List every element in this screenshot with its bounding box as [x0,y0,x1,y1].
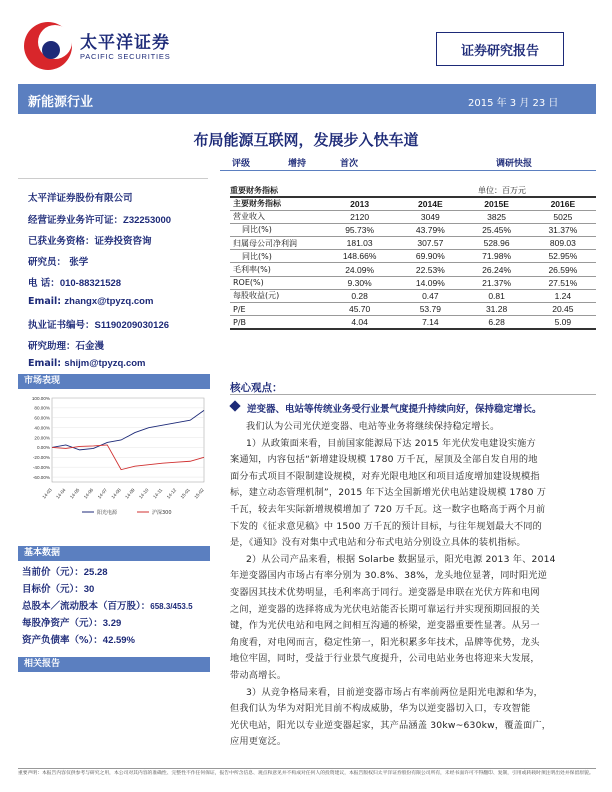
body-text-line: 下发的《征求意见稿》中 1500 万千瓦的预计目标，与往年规划最大不同的 [230,520,543,532]
email-line[interactable]: Email: zhangx@tpyzq.com [28,296,154,307]
table-cell: 3825 [463,210,529,223]
table-cell: 71.98% [463,250,529,263]
body-text-line: 之间，逆变器的选择将成为光伏电站能否长期可靠运行并实现预期回报的关 [230,603,540,615]
table-cell: 31.28 [463,303,529,316]
title-divider [220,170,596,171]
core-view-heading: 核心观点： [230,382,283,394]
table-cell: 5025 [530,210,596,223]
report-type-badge: 证券研究报告 [436,32,564,66]
table-header-cell: 主要财务指标 [230,197,322,210]
fin-table-title: 重要财务指标 [230,186,278,195]
body-text-line: 是，《通知》没有对集中式电站和分布式电站分别设立具体的装机指标。 [230,537,526,549]
table-row-label: P/B [230,316,322,329]
x-tick-label: 14-06 [82,487,95,500]
body-text-line: 键，作为光伏电站和电网之间相互沟通的桥梁，逆变器重要性显著。从另一 [230,620,540,632]
table-row [230,263,596,276]
table-row-label: 同比(%) [230,250,322,263]
x-tick-label: 14-08 [110,487,122,500]
x-tick-label: 14-05 [69,487,81,500]
table-row [230,289,596,302]
basic-data-label: 当前价（元）： [22,567,84,578]
y-tick-label: 0.00% [36,445,50,451]
x-tick-label: 14-09 [124,487,136,500]
table-cell: 2120 [322,210,397,223]
table-row [230,210,596,223]
body-text-line: 千瓦，较去年实际新增规模增加了 720 万千瓦。这一数字也略高于两个月前 [230,504,546,515]
body-text-line: 标，建立动态管理机制”，2015 年下达全国新增光伏电站建设规模 1780 万 [230,487,547,499]
left-divider [18,178,208,179]
basic-data-label: 目标价（元）： [22,584,84,595]
table-cell: 43.79% [397,223,463,236]
logo-text-cn: 太平洋证券 [80,33,170,53]
table-row [230,250,596,263]
table-cell: 24.09% [322,263,397,276]
table-row [230,316,596,329]
x-tick-label: 14-04 [55,487,67,500]
y-tick-label: 60.00% [34,415,50,421]
table-cell: 9.30% [322,276,397,289]
table-cell: 31.37% [530,223,596,236]
body-text-line: 年逆变器国内市场占有率分别为 30.8%、38%，龙头地位显著，同时阳光逆 [230,570,548,582]
y-tick-label: -20.00% [32,455,50,461]
x-tick-label: 15-01 [179,487,191,500]
report-kind: 调研快报 [496,159,533,169]
body-text-line: 3）从竞争格局来看，目前逆变器市场占有率前两位是阳光电源和华为， [246,686,544,698]
body-text-line: 面分布式项目不限制建设规模，对弃光限电地区和项目适度增加建设规模指 [230,470,540,482]
plot-frame [52,398,204,482]
table-header-cell: 2013 [322,197,397,210]
phone-line: 电 话：010-88321528 [28,278,122,289]
table-cell: 181.03 [322,237,397,250]
section-market: 市场表现 [18,374,210,389]
y-tick-label: -60.00% [32,474,50,480]
table-row [230,276,596,289]
table-cell: 52.95% [530,250,596,263]
table-cell: 69.90% [397,250,463,263]
body-text-line: 我们认为公司光伏逆变器、电站等业务将继续保持稳定增长。 [246,421,500,432]
x-tick-label: 14-12 [165,487,178,500]
table-cell: 26.59% [530,263,596,276]
table-header-cell: 2014E [397,197,463,210]
table-cell: 148.66% [322,250,397,263]
legend-label: 阳光电源 [97,510,118,516]
assistant-line: 研究助理：石金漫 [28,341,105,352]
table-cell: 307.57 [397,237,463,250]
body-text-line: 地位牢固，同时，受益于行业景气度提升，公司电站业务也将迎来大发展， [230,653,540,665]
body-text-line: 但我们认为华为对阳光目前不构成威胁，华为以逆变器切入口，专攻智能 [230,703,531,715]
table-header-cell: 2015E [463,197,529,210]
table-cell: 26.24% [463,263,529,276]
basic-data-row [22,632,135,646]
researcher-line: 研究员： 张学 [28,257,89,268]
table-cell: 5.09 [530,316,596,329]
table-cell: 53.79 [397,303,463,316]
table-cell: 14.09% [397,276,463,289]
company-name: 太平洋证券股份有限公司 [28,193,133,204]
table-cell: 3049 [397,210,463,223]
y-tick-label: 100.00% [31,395,50,401]
table-cell: 22.53% [397,263,463,276]
basic-data-label: 资产负债率（%）： [22,635,103,646]
table-cell: 0.81 [463,289,529,302]
table-row-label: 每股收益(元) [230,289,322,302]
x-tick-label: 14-10 [138,487,150,500]
disclaimer: 重要声明：本报告内容仅供参考与研究之用，本公司对其内容的准确性、完整性不作任何保证，报告中所含信息、观点和意见并不构成对任何人的投资建议，本报告版权归太平洋证券股份有限公司所有，未经书面许可不得翻印、复制，引用或转载时须注明出处并保留原貌。 [18,771,594,776]
body-text-line: 光伏电站，阳光以专业逆变器起家，其产品涵盖 30kw~630kw，覆盖面广， [230,719,552,731]
table-cell: 25.45% [463,223,529,236]
basic-data-row [22,564,108,578]
table-cell: 7.14 [397,316,463,329]
body-text-line: 2）从公司产品来看，根据 Solarbe 数据显示，阳光电源 2013 年、2014 [246,553,556,565]
body-text-line: 应用更宽泛。 [230,736,287,748]
y-tick-label: 20.00% [34,435,50,441]
basic-data-label: 每股净资产（元）： [22,618,103,629]
x-tick-label: 14-11 [152,487,164,500]
basic-data-row [22,598,193,612]
table-cell: 0.47 [397,289,463,302]
table-cell: 6.28 [463,316,529,329]
body-text-line: 角度看，对电网而言，稳定性第一，阳光积累多年技术，品牌等优势，龙头 [230,636,540,648]
x-tick-label: 15-02 [193,487,205,500]
body-text-line: 案通知，内容包括“新增建设规模 1780 万千瓦，屋顶及全部自发自用的地 [230,454,538,466]
license-line: 经营证券业务许可证：Z32253000 [28,215,172,226]
table-header-row [230,197,596,210]
table-cell: 27.51% [530,276,596,289]
basic-data-value: 658.3/453.5 [150,602,193,611]
table-cell: 4.04 [322,316,397,329]
basic-data-value: 30 [83,584,95,595]
table-row-label: P/E [230,303,322,316]
basic-data-row [22,581,94,595]
performance-chart [22,392,208,520]
table-row-label: ROE(%) [230,276,322,289]
body-text-line: 带动高增长。 [230,670,287,681]
cert-line: 执业证书编号：S1190209030126 [28,320,170,331]
footer-divider [18,768,596,769]
section-basic-data: 基本数据 [18,546,210,561]
basic-data-value: 25.28 [83,567,108,578]
report-title: 布局能源互联网，发展步入快车道 [193,131,419,149]
table-row-label: 同比(%) [230,223,322,236]
series-line [52,410,204,450]
qualification-line: 已获业务资格：证券投资咨询 [28,236,152,247]
table-row [230,237,596,250]
basic-data-row [22,615,121,629]
table-row-label: 毛利率(%) [230,263,322,276]
basic-data-label: 总股本／流动股本（百万股）： [22,601,151,612]
x-tick-label: 14-07 [96,487,109,500]
y-tick-label: 80.00% [34,405,50,411]
legend-label: 沪深300 [152,510,172,516]
company-logo [22,20,74,72]
table-header-cell: 2016E [530,197,596,210]
report-date: 2015 年 3 月 23 日 [468,98,559,109]
y-tick-label: 40.00% [34,425,50,431]
table-cell: 528.96 [463,237,529,250]
table-row [230,223,596,236]
rating-value: 增持 [288,159,307,169]
table-row-label: 归属母公司净利润 [230,237,322,250]
fin-table-unit: 单位：百万元 [478,186,526,195]
assistant-email-line[interactable]: Email: shijm@tpyzq.com [28,358,146,369]
rating-label: 评级 [232,159,251,169]
table-cell: 45.70 [322,303,397,316]
table-cell: 809.03 [530,237,596,250]
y-tick-label: -40.00% [32,464,50,470]
table-cell: 0.28 [322,289,397,302]
core-bullet: 逆变器、电站等传统业务受行业景气度提升持续向好，保持稳定增长。 [247,404,542,415]
financial-table [230,196,596,330]
table-row [230,303,596,316]
industry-label: 新能源行业 [28,95,94,110]
x-tick-label: 14-03 [41,487,53,500]
logo-text-en: PACIFIC SECURITIES [80,52,171,61]
core-divider [230,394,596,395]
table-cell: 95.73% [322,223,397,236]
body-text-line: 变器因其技术优势明显，毛利率高于同行。逆变器是串联在光伏方阵和电网 [230,587,540,598]
body-text-line: 1）从政策面来看，目前国家能源局下达 2015 年光伏发电建设实施方 [246,437,536,449]
rating-action: 首次 [340,159,359,169]
table-cell: 1.24 [530,289,596,302]
diamond-bullet-icon [229,400,240,411]
basic-data-value: 42.59% [102,635,136,646]
table-cell: 20.45 [530,303,596,316]
basic-data-value: 3.29 [102,618,122,629]
table-cell: 21.37% [463,276,529,289]
table-row-label: 营业收入 [230,210,322,223]
section-related-reports: 相关报告 [18,657,210,672]
